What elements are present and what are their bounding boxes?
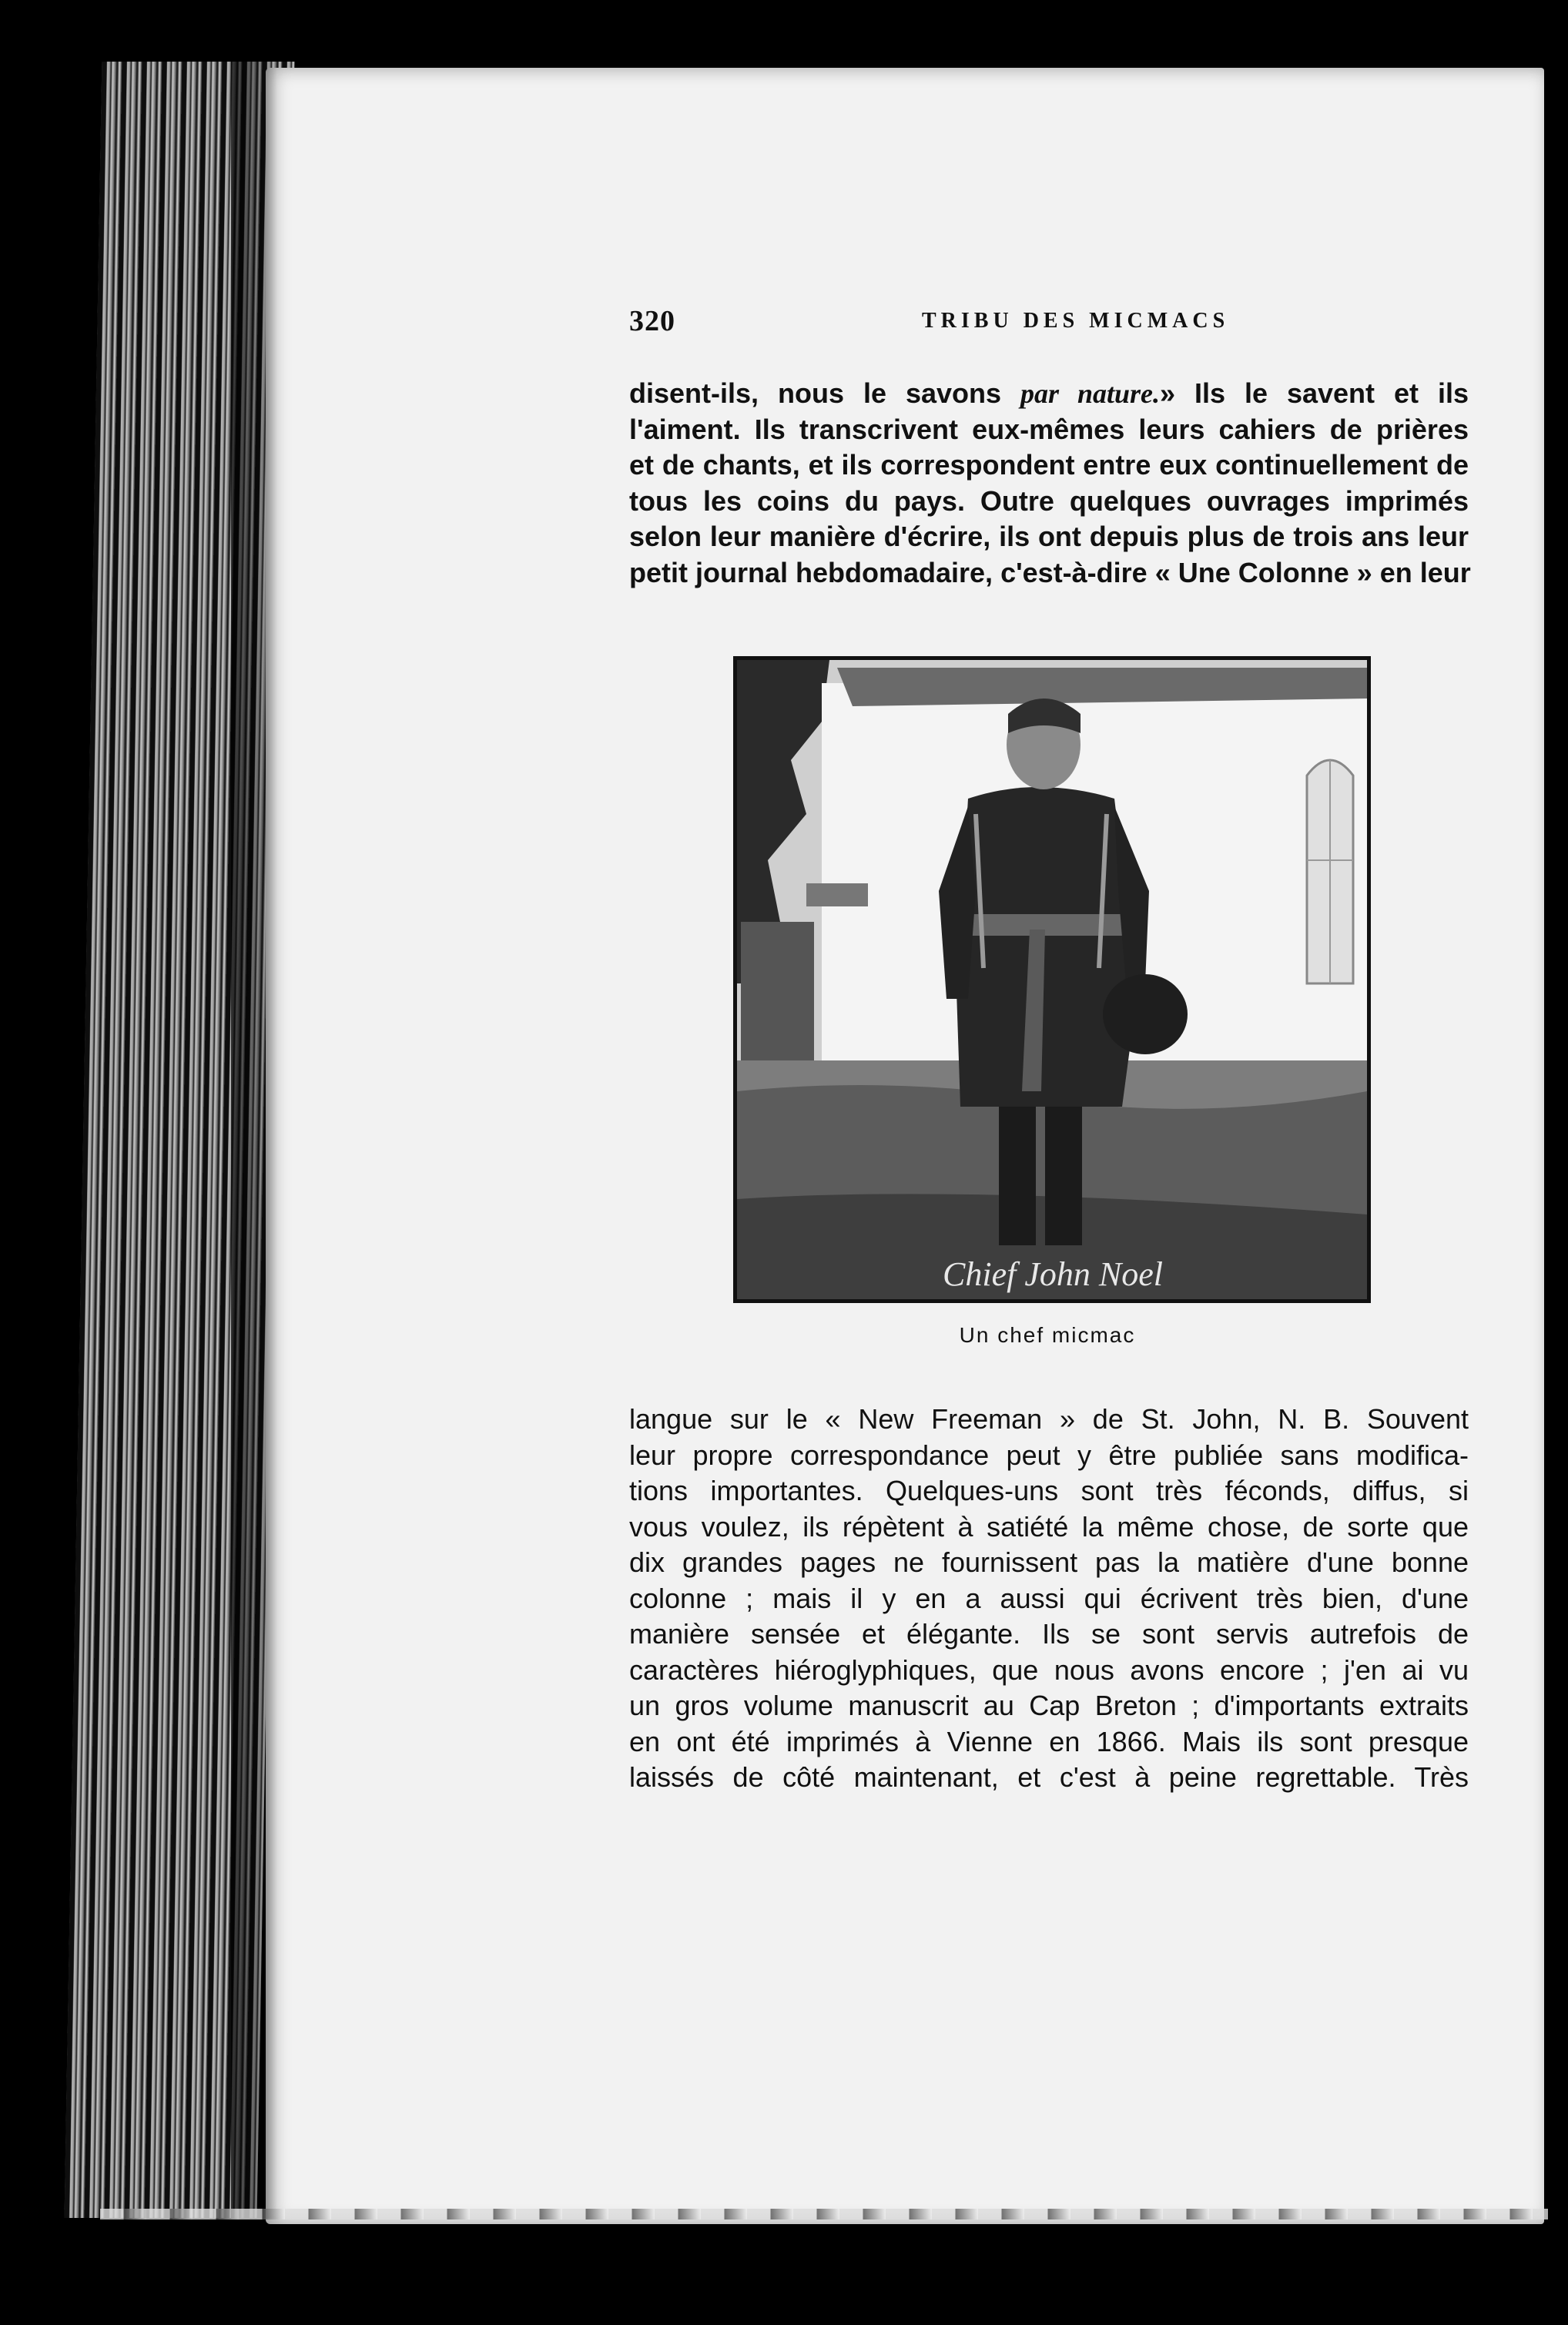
text-line: dix grandes pages ne fournissent pas la matière d'une bonne <box>629 1546 1469 1578</box>
paragraph-top <box>629 376 1469 591</box>
text-line: un gros volume manuscrit au Cap Breton ; d'importants extraits <box>629 1690 1469 1721</box>
text-line: en ont été imprimés à Vienne en 1866. Mais ils sont presque <box>629 1725 1469 1757</box>
text-line: langue sur le « New Freeman » de St. John, N. B. Souvent <box>629 1403 1469 1435</box>
text-line: manière sensée et élégante. Ils se sont servis autrefois de <box>629 1618 1469 1650</box>
photograph <box>733 656 1371 1303</box>
text-line: tions importantes. Quelques-uns sont très féconds, diffus, si <box>629 1475 1469 1506</box>
text-line: tous les coins du pays. Outre quelques ouvrages imprimés <box>629 484 1469 517</box>
gutter-shadow <box>231 62 277 2218</box>
page-header <box>629 304 1469 343</box>
text-run: disent-ils, nous le savons <box>629 377 1020 409</box>
italic-text: par nature. <box>1020 378 1160 409</box>
page-bottom-edge <box>100 2209 1548 2219</box>
text-line: colonne ; mais il y en a aussi qui écrivent très bien, d'une <box>629 1582 1469 1614</box>
text-line: petit journal hebdomadaire, c'est-à-dire « Une Colonne » en leur <box>629 556 1471 588</box>
photo-inscription: Chief John Noel <box>943 1255 1163 1293</box>
text-run: » Ils le savent et ils <box>1160 377 1469 409</box>
photo-illustration <box>737 660 1367 1299</box>
text-line: laissés de côté maintenant, et c'est à peine regrettable. Très <box>629 1761 1469 1793</box>
text-line: caractères hiéroglyphiques, que nous avons encore ; j'en ai vu <box>629 1653 1469 1686</box>
figure-caption: Un chef micmac <box>959 1323 1136 1347</box>
text-line: et de chants, et ils correspondent entre eux continuellement de <box>629 449 1469 481</box>
text-line <box>629 376 1469 412</box>
text-line: l'aiment. Ils transcrivent eux-mêmes leurs cahiers de prières <box>629 413 1469 445</box>
text-line: leur propre correspondance peut y être publiée sans modifica- <box>629 1439 1469 1471</box>
page-number: 320 <box>629 305 675 337</box>
paragraph-bottom <box>629 1402 1469 1796</box>
running-head: TRIBU DES MICMACS <box>922 309 1230 333</box>
text-line: selon leur manière d'écrire, ils ont depuis plus de trois ans leur <box>629 521 1469 552</box>
text-line: vous voulez, ils répètent à satiété la même chose, de sorte que <box>629 1510 1469 1543</box>
